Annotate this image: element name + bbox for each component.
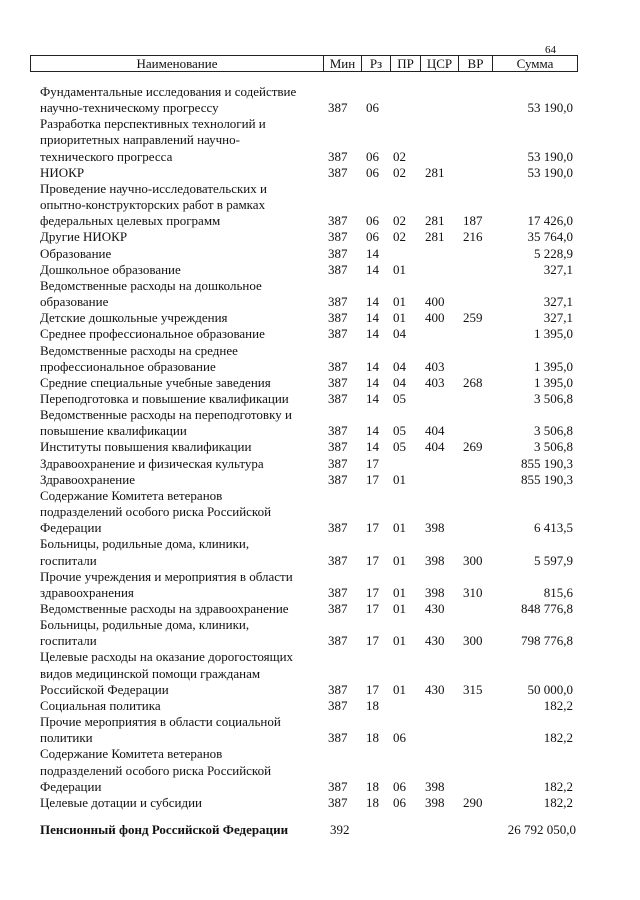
row-name-line: госпитали xyxy=(40,633,97,649)
row-name-line: Целевые расходы на оказание дорогостоящих xyxy=(40,649,294,665)
row-name xyxy=(40,391,325,407)
cell-rz: 06 xyxy=(366,229,379,245)
cell-rz: 18 xyxy=(366,778,379,794)
cell-sum: 798 776,8 xyxy=(521,633,573,649)
row-name xyxy=(40,456,325,472)
cell-rz: 06 xyxy=(366,148,379,164)
cell-pr: 01 xyxy=(393,520,406,536)
cell-vr: 187 xyxy=(463,213,483,229)
row-name xyxy=(40,714,325,746)
cell-rz: 18 xyxy=(366,794,379,810)
row-name xyxy=(40,262,325,278)
row-name xyxy=(40,601,325,617)
cell-min: 387 xyxy=(328,245,348,261)
cell-min: 387 xyxy=(328,455,348,471)
row-name xyxy=(40,795,325,811)
cell-sum: 327,1 xyxy=(543,310,573,326)
cell-rz: 17 xyxy=(366,552,379,568)
cell-csr: 281 xyxy=(425,164,445,180)
row-name xyxy=(40,698,325,714)
table-row xyxy=(0,407,640,439)
cell-min: 387 xyxy=(328,213,348,229)
cell-csr: 404 xyxy=(425,423,445,439)
table-row xyxy=(0,795,640,811)
cell-rz: 06 xyxy=(366,100,379,116)
cell-sum: 815,6 xyxy=(543,584,573,600)
cell-rz: 17 xyxy=(366,520,379,536)
column-header-vr: ВР xyxy=(458,56,492,71)
cell-sum: 182,2 xyxy=(543,697,573,713)
table-row xyxy=(0,569,640,601)
table-row xyxy=(0,391,640,407)
cell-sum: 3 506,8 xyxy=(534,390,573,406)
cell-pr: 01 xyxy=(393,584,406,600)
cell-min: 387 xyxy=(328,439,348,455)
cell-sum: 53 190,0 xyxy=(527,164,573,180)
cell-sum: 17 426,0 xyxy=(527,213,573,229)
row-name-line: повышение квалификации xyxy=(40,423,187,439)
cell-pr: 02 xyxy=(393,148,406,164)
row-name-line: здравоохранения xyxy=(40,584,134,600)
cell-min: 387 xyxy=(328,358,348,374)
cell-pr: 01 xyxy=(393,552,406,568)
cell-pr: 02 xyxy=(393,213,406,229)
cell-sum: 53 190,0 xyxy=(527,100,573,116)
row-name xyxy=(40,181,325,229)
cell-min: 387 xyxy=(328,730,348,746)
cell-min: 387 xyxy=(328,310,348,326)
table-row xyxy=(0,246,640,262)
row-name-line: Социальная политика xyxy=(40,697,161,713)
cell-min: 387 xyxy=(328,601,348,616)
cell-pr: 01 xyxy=(393,681,406,697)
table-row xyxy=(0,472,640,488)
column-header-sum: Сумма xyxy=(492,56,577,71)
row-name-line: профессиональное образование xyxy=(40,358,216,374)
row-name-line: технического прогресса xyxy=(40,148,173,164)
cell-min: 387 xyxy=(328,778,348,794)
table-row xyxy=(0,714,640,746)
cell-csr: 398 xyxy=(425,584,445,600)
row-name xyxy=(40,343,325,375)
cell-rz: 18 xyxy=(366,730,379,746)
cell-vr: 310 xyxy=(463,584,483,600)
row-name xyxy=(40,116,325,164)
cell-csr: 430 xyxy=(425,601,445,616)
cell-min: 387 xyxy=(328,697,348,713)
row-name-line: научно-техническому прогрессу xyxy=(40,100,219,116)
row-name xyxy=(40,472,325,488)
row-name-line: Детские дошкольные учреждения xyxy=(40,310,228,326)
column-header-name: Наименование xyxy=(136,56,218,71)
table-row xyxy=(0,278,640,310)
table-row xyxy=(0,488,640,536)
cell-min: 387 xyxy=(328,681,348,697)
row-name-line: Здравоохранение и физическая культура xyxy=(40,455,264,471)
total-sum: 26 792 050,0 xyxy=(507,822,576,837)
cell-vr: 268 xyxy=(463,374,483,390)
cell-sum: 5 597,9 xyxy=(534,552,573,568)
table-row xyxy=(0,229,640,245)
cell-sum: 182,2 xyxy=(543,778,573,794)
cell-min: 387 xyxy=(328,390,348,406)
cell-sum: 3 506,8 xyxy=(534,439,573,455)
cell-rz: 17 xyxy=(366,601,379,616)
row-name-line: Содержание Комитета ветеранов xyxy=(40,487,223,503)
cell-min: 387 xyxy=(328,794,348,810)
cell-pr: 06 xyxy=(393,794,406,810)
cell-csr: 281 xyxy=(425,229,445,245)
cell-vr: 269 xyxy=(463,439,483,455)
cell-min: 387 xyxy=(328,374,348,390)
table-row xyxy=(0,601,640,617)
cell-rz: 06 xyxy=(366,213,379,229)
cell-pr: 01 xyxy=(393,601,406,616)
cell-sum: 327,1 xyxy=(543,261,573,277)
cell-sum: 1 395,0 xyxy=(534,374,573,390)
table-row xyxy=(0,84,640,116)
row-name-line: опытно-конструкторских работ в рамках xyxy=(40,197,266,213)
cell-csr: 398 xyxy=(425,794,445,810)
cell-rz: 14 xyxy=(366,326,379,342)
cell-csr: 403 xyxy=(425,358,445,374)
cell-sum: 182,2 xyxy=(543,794,573,810)
table-row xyxy=(0,698,640,714)
page-number: 64 xyxy=(545,44,556,56)
row-name-line: Фундаментальные исследования и содействие xyxy=(40,84,297,99)
table-row xyxy=(0,326,640,342)
cell-csr: 404 xyxy=(425,439,445,455)
cell-min: 387 xyxy=(328,552,348,568)
row-name-line: Среднее профессиональное образование xyxy=(40,326,265,342)
cell-sum: 848 776,8 xyxy=(521,601,573,616)
cell-rz: 14 xyxy=(366,261,379,277)
cell-pr: 04 xyxy=(393,326,406,342)
row-name-line: Проведение научно-исследовательских и xyxy=(40,180,267,196)
cell-rz: 17 xyxy=(366,455,379,471)
column-header-csr: ЦСР xyxy=(420,56,458,71)
cell-pr: 01 xyxy=(393,310,406,326)
table-row xyxy=(0,310,640,326)
cell-sum: 35 764,0 xyxy=(527,229,573,245)
row-name-line: Образование xyxy=(40,245,112,261)
row-name xyxy=(40,278,325,310)
row-name-line: Другие НИОКР xyxy=(40,229,128,245)
cell-pr: 05 xyxy=(393,423,406,439)
cell-rz: 06 xyxy=(366,164,379,180)
cell-vr: 290 xyxy=(463,794,483,810)
cell-csr: 398 xyxy=(425,520,445,536)
cell-rz: 18 xyxy=(366,697,379,713)
row-name-line: образование xyxy=(40,294,109,310)
row-name xyxy=(40,326,325,342)
row-name-line: Дошкольное образование xyxy=(40,261,181,277)
row-name xyxy=(40,536,325,568)
cell-rz: 14 xyxy=(366,439,379,455)
column-header-min: Мин xyxy=(323,56,361,71)
cell-sum: 6 413,5 xyxy=(534,520,573,536)
cell-sum: 3 506,8 xyxy=(534,423,573,439)
cell-min: 387 xyxy=(328,520,348,536)
cell-min: 387 xyxy=(328,229,348,245)
cell-sum: 50 000,0 xyxy=(527,681,573,697)
cell-pr: 04 xyxy=(393,358,406,374)
cell-csr: 400 xyxy=(425,294,445,310)
cell-min: 387 xyxy=(328,633,348,649)
cell-sum: 5 228,9 xyxy=(534,245,573,261)
cell-sum: 182,2 xyxy=(543,730,573,746)
cell-min: 387 xyxy=(328,584,348,600)
cell-vr: 300 xyxy=(463,633,483,649)
row-name-line: Целевые дотации и субсидии xyxy=(40,794,202,810)
cell-sum: 855 190,3 xyxy=(521,455,573,471)
cell-sum: 1 395,0 xyxy=(534,326,573,342)
table-body xyxy=(0,84,640,811)
cell-pr: 02 xyxy=(393,229,406,245)
row-name-line: Прочие мероприятия в области социальной xyxy=(40,714,281,730)
row-name xyxy=(40,310,325,326)
total-min: 392 xyxy=(330,822,350,837)
row-name-line: политики xyxy=(40,730,93,746)
cell-pr: 01 xyxy=(393,633,406,649)
cell-rz: 14 xyxy=(366,358,379,374)
row-name-line: подразделений особого риска Российской xyxy=(40,504,272,520)
row-name-line: Федерации xyxy=(40,520,102,536)
row-name xyxy=(40,746,325,794)
row-name xyxy=(40,229,325,245)
row-name-line: НИОКР xyxy=(40,164,85,180)
row-name xyxy=(40,488,325,536)
cell-rz: 14 xyxy=(366,423,379,439)
row-name xyxy=(40,375,325,391)
cell-rz: 14 xyxy=(366,310,379,326)
row-name-line: Ведомственные расходы на переподготовку и xyxy=(40,407,292,423)
cell-rz: 14 xyxy=(366,374,379,390)
cell-pr: 04 xyxy=(393,374,406,390)
row-name-line: федеральных целевых программ xyxy=(40,213,221,229)
column-header-pr: ПР xyxy=(390,56,420,71)
cell-csr: 430 xyxy=(425,681,445,697)
table-row xyxy=(0,262,640,278)
cell-rz: 17 xyxy=(366,471,379,487)
table-row xyxy=(0,181,640,229)
cell-pr: 05 xyxy=(393,390,406,406)
row-name-line: Содержание Комитета ветеранов xyxy=(40,746,223,762)
row-name-line: Институты повышения квалификации xyxy=(40,439,252,455)
cell-vr: 300 xyxy=(463,552,483,568)
cell-rz: 17 xyxy=(366,633,379,649)
row-name-line: Разработка перспективных технологий и xyxy=(40,116,266,132)
cell-min: 387 xyxy=(328,294,348,310)
row-name-line: Переподготовка и повышение квалификации xyxy=(40,390,289,406)
row-name-line: Ведомственные расходы на среднее xyxy=(40,342,238,358)
cell-min: 387 xyxy=(328,471,348,487)
cell-rz: 14 xyxy=(366,245,379,261)
cell-vr: 259 xyxy=(463,310,483,326)
table-header xyxy=(30,55,578,72)
cell-csr: 281 xyxy=(425,213,445,229)
row-name-line: Ведомственные расходы на здравоохранение xyxy=(40,601,289,616)
table-row xyxy=(0,343,640,375)
row-name xyxy=(40,84,325,116)
table-row xyxy=(0,456,640,472)
row-name-line: видов медицинской помощи гражданам xyxy=(40,665,261,681)
cell-pr: 06 xyxy=(393,778,406,794)
cell-vr: 315 xyxy=(463,681,483,697)
row-name xyxy=(40,617,325,649)
table-row xyxy=(0,165,640,181)
table-row xyxy=(0,617,640,649)
row-name-line: подразделений особого риска Российской xyxy=(40,762,272,778)
cell-csr: 398 xyxy=(425,552,445,568)
column-header-rz: Рз xyxy=(361,56,390,71)
row-name xyxy=(40,246,325,262)
cell-min: 387 xyxy=(328,164,348,180)
cell-pr: 01 xyxy=(393,261,406,277)
cell-rz: 17 xyxy=(366,681,379,697)
table-row xyxy=(0,649,640,697)
cell-rz: 14 xyxy=(366,390,379,406)
cell-min: 387 xyxy=(328,261,348,277)
row-name-line: Больницы, родильные дома, клиники, xyxy=(40,536,250,552)
table-row xyxy=(0,439,640,455)
cell-rz: 14 xyxy=(366,294,379,310)
table-row xyxy=(0,746,640,794)
row-name-line: Российской Федерации xyxy=(40,681,169,697)
cell-min: 387 xyxy=(328,423,348,439)
cell-pr: 05 xyxy=(393,439,406,455)
cell-vr: 216 xyxy=(463,229,483,245)
row-name xyxy=(40,439,325,455)
row-name xyxy=(40,165,325,181)
row-name-line: госпитали xyxy=(40,552,97,568)
cell-min: 387 xyxy=(328,148,348,164)
table-row xyxy=(0,536,640,568)
cell-sum: 327,1 xyxy=(543,294,573,310)
row-name-line: Федерации xyxy=(40,778,102,794)
row-name-line: Прочие учреждения и мероприятия в области xyxy=(40,568,293,584)
cell-pr: 01 xyxy=(393,294,406,310)
cell-sum: 53 190,0 xyxy=(527,148,573,164)
cell-pr: 02 xyxy=(393,164,406,180)
row-name xyxy=(40,569,325,601)
cell-sum: 1 395,0 xyxy=(534,358,573,374)
cell-csr: 403 xyxy=(425,374,445,390)
cell-csr: 398 xyxy=(425,778,445,794)
cell-pr: 06 xyxy=(393,730,406,746)
table-row xyxy=(0,375,640,391)
cell-csr: 400 xyxy=(425,310,445,326)
table-row xyxy=(0,116,640,164)
row-name-line: Ведомственные расходы на дошкольное xyxy=(40,277,262,293)
row-name xyxy=(40,649,325,697)
cell-rz: 17 xyxy=(366,584,379,600)
total-name: Пенсионный фонд Российской Федерации xyxy=(40,822,289,837)
cell-min: 387 xyxy=(328,100,348,116)
row-name-line: Здравоохранение xyxy=(40,471,135,487)
cell-min: 387 xyxy=(328,326,348,342)
row-name-line: Средние специальные учебные заведения xyxy=(40,374,271,390)
cell-csr: 430 xyxy=(425,633,445,649)
row-name xyxy=(40,407,325,439)
row-name-line: приоритетных направлений научно- xyxy=(40,132,240,148)
cell-sum: 855 190,3 xyxy=(521,471,573,487)
row-name-line: Больницы, родильные дома, клиники, xyxy=(40,617,250,633)
cell-pr: 01 xyxy=(393,471,406,487)
